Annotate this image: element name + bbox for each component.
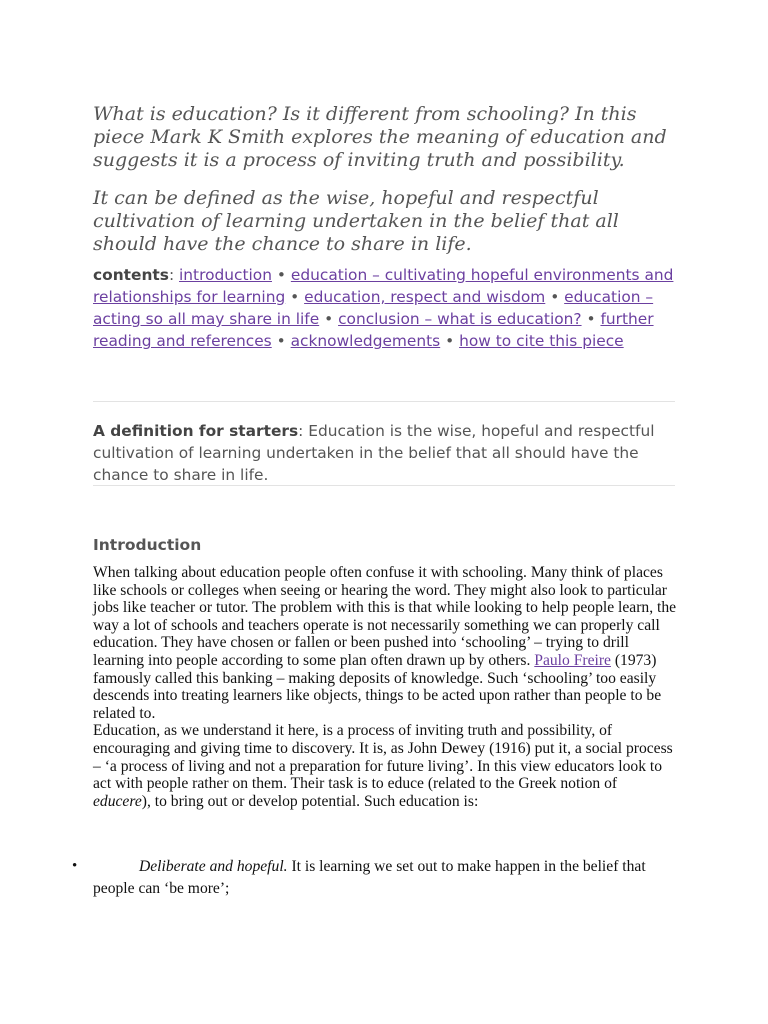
definition-label: A definition for starters: [93, 422, 299, 440]
contents-separator: •: [586, 310, 596, 328]
contents-colon: :: [168, 266, 175, 284]
contents-link-acting[interactable]: education – acting so all may share in life: [93, 288, 654, 328]
definition-text: : Education is the wise, hopeful and respectful cultivation of learning undertaken in the belief that all should have the chance to share in life.: [93, 422, 655, 484]
contents-link-acknowledgements[interactable]: acknowledgements: [290, 332, 441, 350]
bullet-lead: Deliberate and hopeful.: [139, 858, 288, 875]
paragraph-text: Education, as we understand it here, is a process of inviting truth and possibility, of encouraging and giving time to discovery. It is, as John Dewey (1916) put it, a social process – ‘a process of living and not a preparation for future living’. In this view educators look to act with people rather on them. Their task is to educe (related to the Greek notion of: [93, 722, 673, 793]
contents-nav: [93, 264, 683, 352]
contents-label: contents: [93, 266, 169, 284]
contents-link-cultivating[interactable]: education – cultivating hopeful environments and relationships for learning: [93, 266, 674, 306]
paulo-freire-link[interactable]: Paulo Freire: [534, 651, 611, 669]
introduction-paragraph: [93, 722, 678, 810]
divider: [93, 401, 675, 402]
educere-term: educere: [93, 792, 142, 810]
divider: [93, 485, 675, 486]
contents-separator: •: [445, 332, 455, 350]
bullet-text: It is learning we set out to make happen in the belief that people can ‘be more’;: [93, 858, 646, 897]
bullet-item: [93, 856, 678, 900]
contents-link-cite[interactable]: how to cite this piece: [459, 332, 624, 350]
paragraph-text: (1973) famously called this banking – making deposits of knowledge. Such ‘schooling’ too easily descends into treating learners like objects, things to be acted upon rather than people to be related to.: [93, 651, 662, 722]
contents-separator: •: [276, 266, 286, 284]
bullet-marker: •: [72, 858, 78, 874]
contents-link-conclusion[interactable]: conclusion – what is education?: [338, 310, 582, 328]
contents-link-introduction[interactable]: introduction: [179, 266, 272, 284]
intro-summary: What is education? Is it different from schooling? In this piece Mark K Smith explores the meaning of education and suggests it is a process of inviting truth and possibility.: [93, 103, 667, 171]
contents-separator: •: [324, 310, 334, 328]
contents-separator: •: [276, 332, 286, 350]
contents-link-respect-wisdom[interactable]: education, respect and wisdom: [304, 288, 546, 306]
contents-link-further-reading[interactable]: further reading and references: [93, 310, 654, 350]
introduction-body: [93, 564, 678, 810]
introduction-heading: Introduction: [93, 536, 202, 554]
definition-box: [93, 420, 683, 486]
paragraph-text: When talking about education people often confuse it with schooling. Many think of places like schools or colleges when seeing or hearing the word. They might also look to particular jobs like teacher or tutor. The problem with this is that while looking to help people learn, the way a lot of schools and teachers operate is not necessarily something we can properly call education. They have chosen or fallen or been pushed into ‘schooling’ – trying to drill learning into people according to some plan often drawn up by others.: [93, 564, 677, 669]
intro-definition: It can be defined as the wise, hopeful and respectful cultivation of learning undertaken in the belief that all should have the chance to share in life.: [93, 187, 619, 255]
introduction-paragraph: [93, 564, 678, 722]
contents-separator: •: [550, 288, 560, 306]
paragraph-text: ), to bring out or develop potential. Such education is:: [141, 792, 479, 810]
contents-separator: •: [290, 288, 300, 306]
